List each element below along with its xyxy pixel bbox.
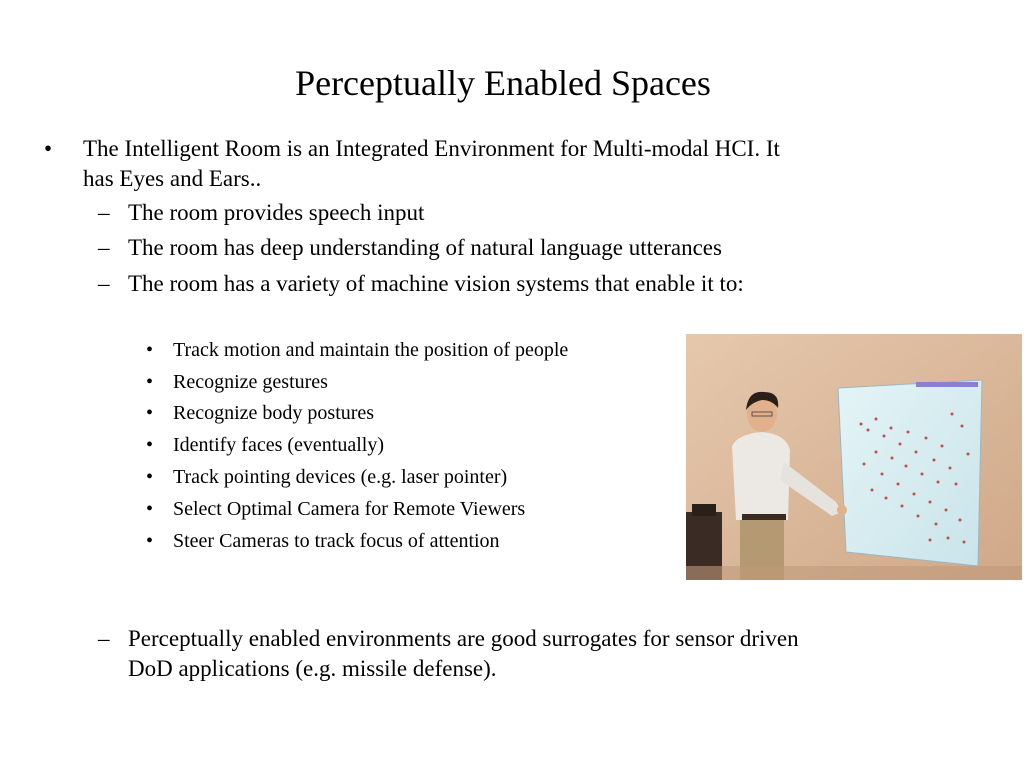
vision-item: Identify faces (eventually) xyxy=(173,434,385,456)
floor xyxy=(686,566,1022,580)
presenter-photo xyxy=(686,334,1022,580)
bullet-marker: • xyxy=(146,466,154,488)
sub-item-speech: The room provides speech input xyxy=(128,200,425,225)
projection-screen xyxy=(838,380,982,566)
vision-item: Track pointing devices (e.g. laser pointer) xyxy=(173,466,508,488)
vision-item: Steer Cameras to track focus of attention xyxy=(173,530,500,552)
closing-item xyxy=(128,624,988,684)
screen-title-bar xyxy=(916,382,978,387)
bullet-marker: • xyxy=(44,136,53,161)
main-bullet-line-1: The Intelligent Room is an Integrated Environment for Multi-modal HCI. It xyxy=(83,136,780,161)
slide-title: Perceptually Enabled Spaces xyxy=(295,63,711,103)
main-bullet xyxy=(83,134,943,194)
vision-item: Recognize gestures xyxy=(173,371,328,393)
dash-marker: – xyxy=(98,271,110,296)
sub-item-language: The room has deep understanding of natural language utterances xyxy=(128,235,722,260)
bullet-marker: • xyxy=(146,434,154,456)
vision-item: Track motion and maintain the position of people xyxy=(173,339,569,361)
presenter-photo-illustration xyxy=(686,334,1022,580)
bullet-marker: • xyxy=(146,371,154,393)
vision-item: Recognize body postures xyxy=(173,402,375,424)
sub-item-vision: The room has a variety of machine vision systems that enable it to: xyxy=(128,271,744,296)
dash-marker: – xyxy=(98,235,110,260)
closing-line-2: DoD applications (e.g. missile defense). xyxy=(128,656,497,681)
bullet-marker: • xyxy=(146,530,154,552)
closing-line-1: Perceptually enabled environments are good surrogates for sensor driven xyxy=(128,626,799,651)
bullet-marker: • xyxy=(146,498,154,520)
dash-marker: – xyxy=(98,626,110,651)
vision-item: Select Optimal Camera for Remote Viewers xyxy=(173,498,526,520)
bullet-marker: • xyxy=(146,339,154,361)
dash-marker: – xyxy=(98,200,110,225)
bullet-marker: • xyxy=(146,402,154,424)
main-bullet-line-2: has Eyes and Ears.. xyxy=(83,166,262,191)
